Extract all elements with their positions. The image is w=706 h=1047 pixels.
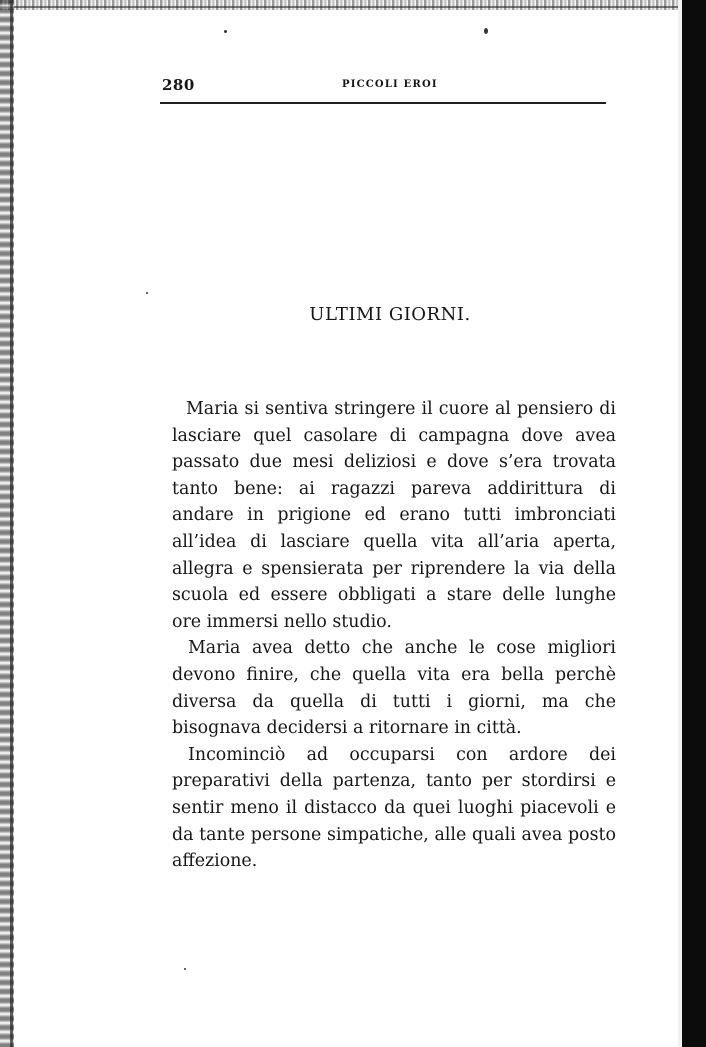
scan-speck — [184, 968, 186, 970]
scan-speck — [224, 30, 227, 33]
header-rule — [160, 102, 606, 104]
scan-edge-top — [0, 0, 682, 10]
chapter-title: ULTIMI GIORNI. — [309, 304, 471, 325]
scan-edge-top-line — [0, 6, 682, 8]
paragraph: Incominciò ad occuparsi con ardore dei preparativi della partenza, tanto per stordirsi e sentir meno il distacco da quei luoghi piacevoli e da tante persone simpatiche, alle quali avea posto affezione. — [172, 744, 616, 872]
scan-speck — [484, 28, 488, 34]
running-title: PICCOLI EROI — [342, 79, 438, 90]
running-head — [162, 76, 606, 96]
scan-edge-right — [682, 0, 706, 1047]
scan-speck — [146, 292, 148, 294]
page-number: 280 — [162, 76, 195, 94]
scan-edge-left-line — [10, 0, 13, 1047]
body-text — [172, 396, 616, 875]
paragraph: Maria avea detto che anche le cose migliori devono finire, che quella vita era bella perchè diversa da quella di tutti i giorni, ma che bisognava decidersi a ritornare in città. — [172, 638, 616, 739]
paragraph: Maria si sentiva stringere il cuore al pensiero di lasciare quel casolare di campagna dove avea passato due mesi deliziosi e dove s’era trovata tanto bene: ai ragazzi pareva addirittura di andare in prigione ed erano tutti imbronciati all’idea di lasciare quella vita all’aria aperta, allegra e spensierata per riprendere la via della scuola ed essere obbligati a stare delle lunghe ore immersi nello studio. — [172, 399, 616, 632]
